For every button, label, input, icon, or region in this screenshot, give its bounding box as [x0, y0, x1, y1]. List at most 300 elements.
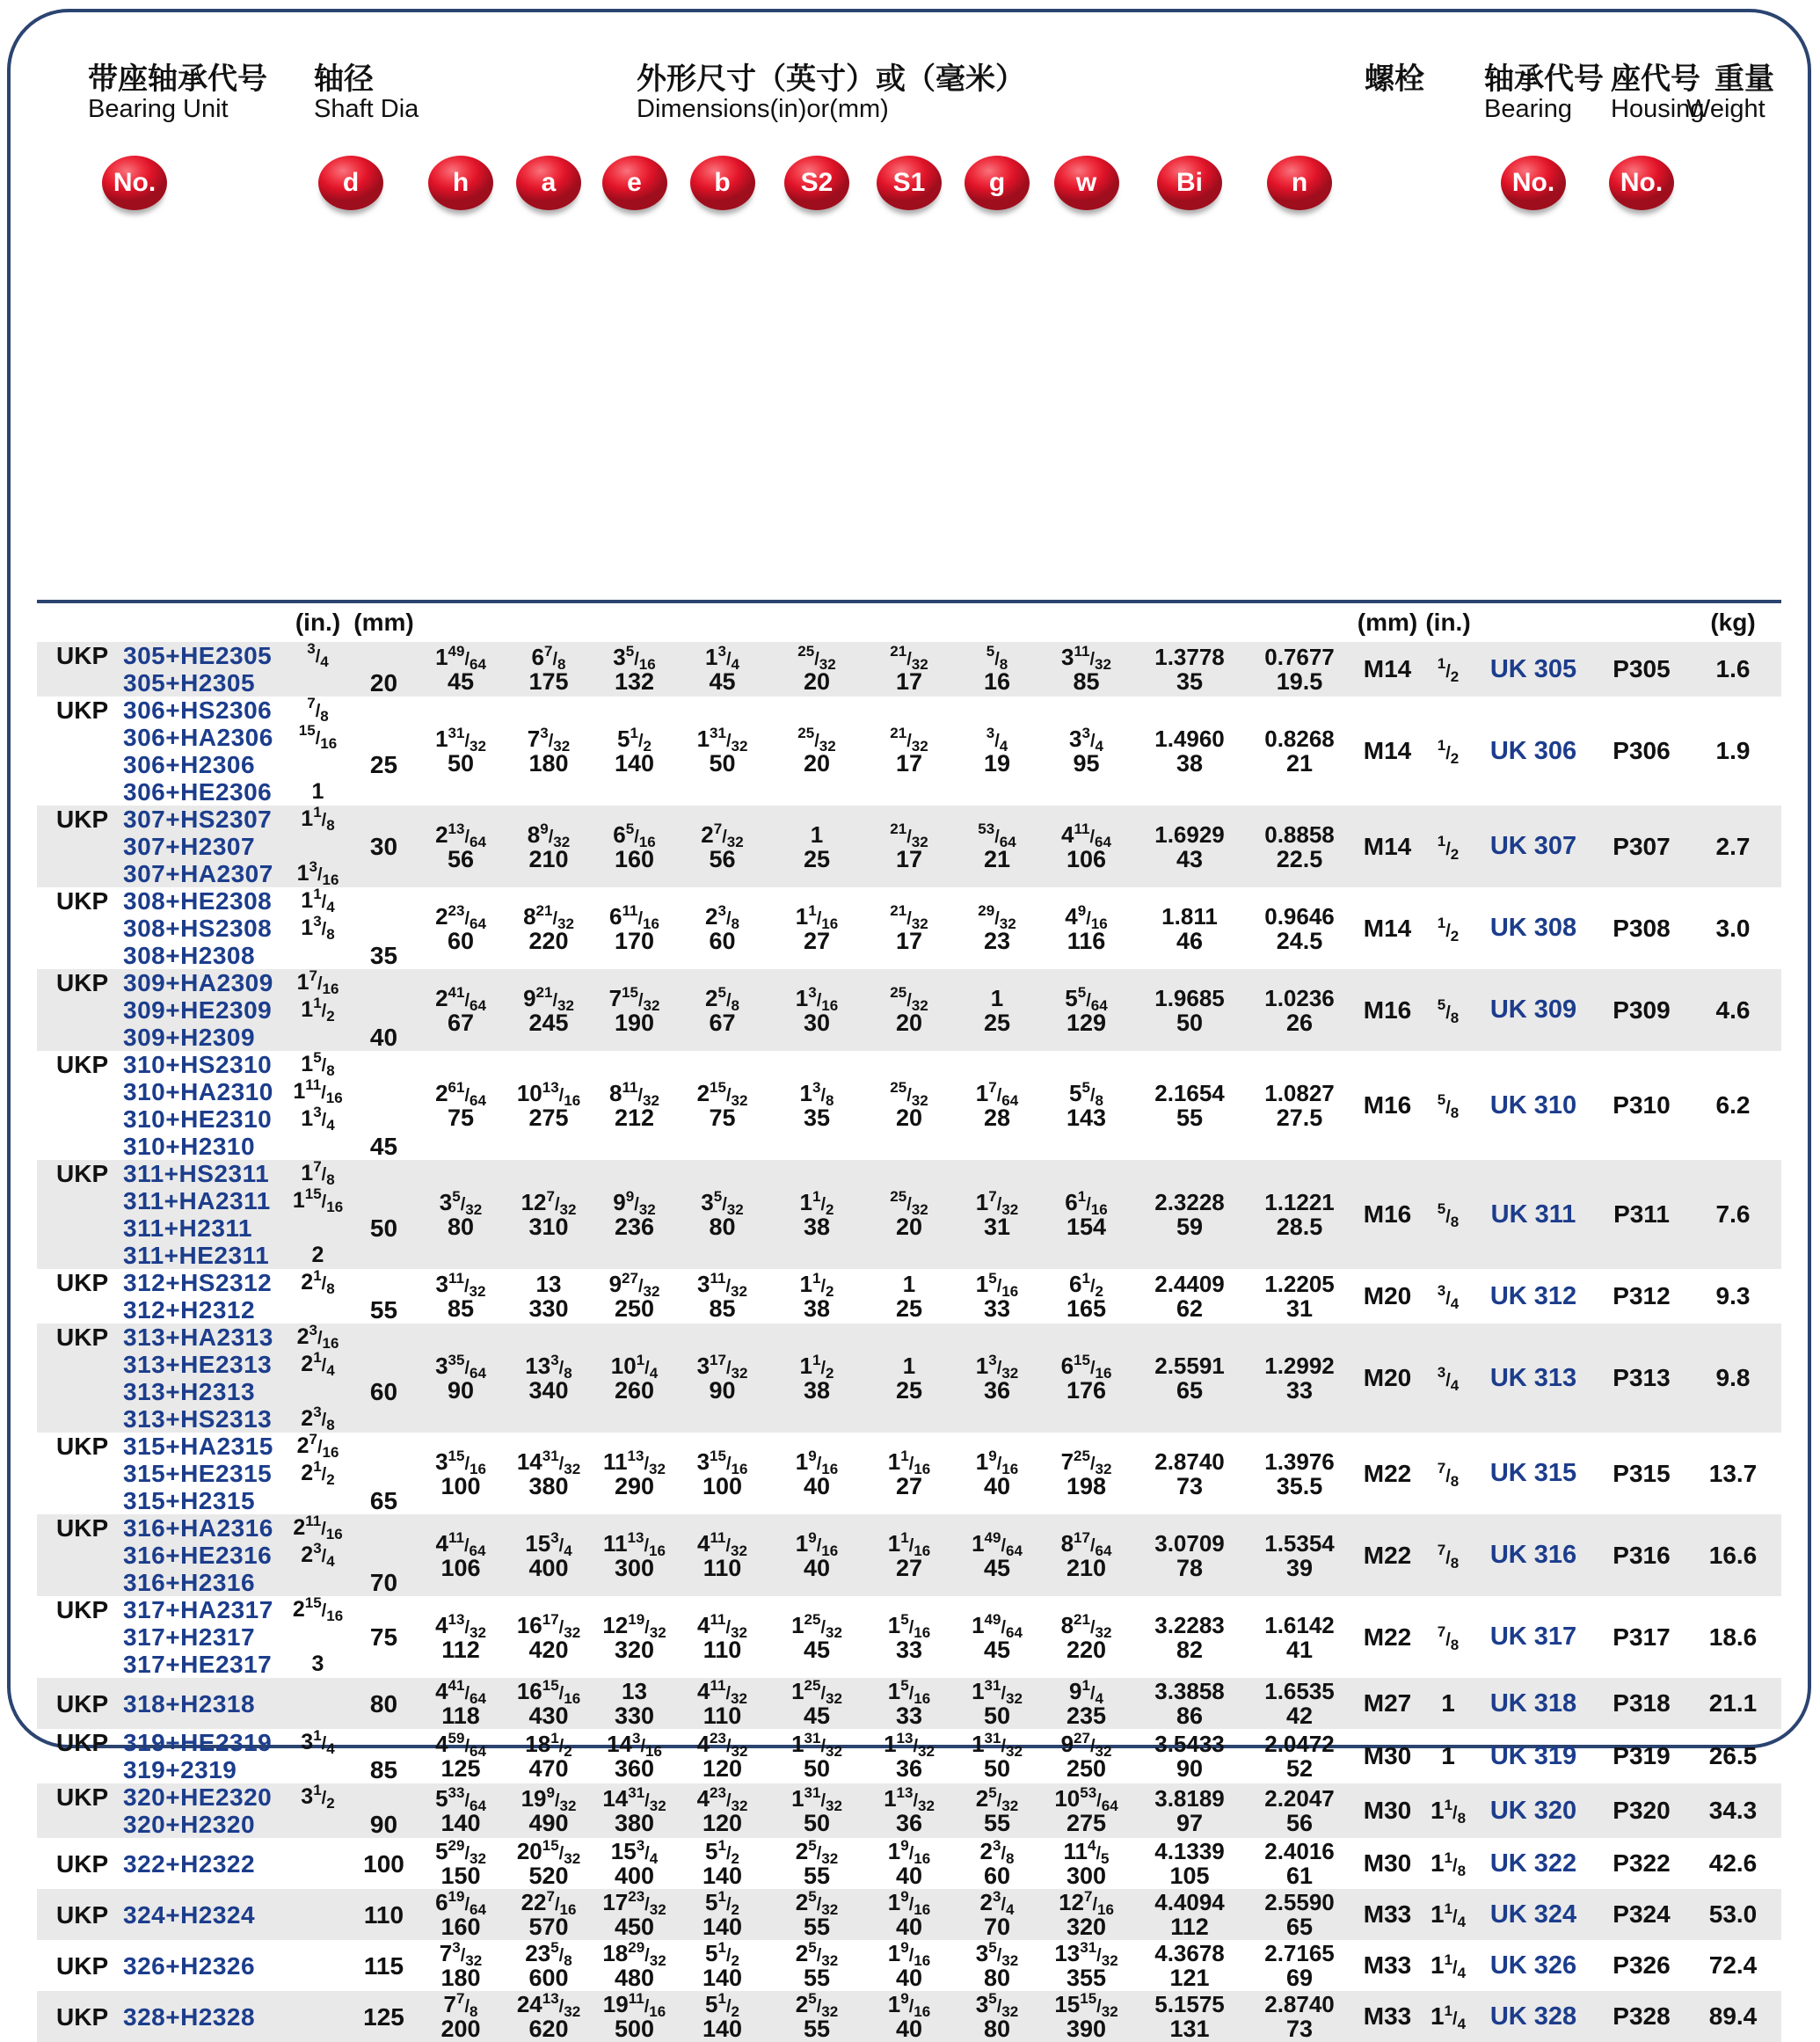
bearing-unit-cell: UKP 309+HA2309 309+HE2309 309+H2309	[56, 969, 273, 1051]
shaft-dia-in-cell: $1^7/_{16}$ $1^1/_2$	[296, 967, 339, 1025]
table-row	[37, 1729, 1781, 1783]
dim-n-cell: 1.6535 42	[1264, 1678, 1335, 1729]
dim-w-cell: $4^9/_{16}$ 116	[1065, 901, 1108, 954]
dim-n-cell: 0.8858 22.5	[1264, 820, 1335, 872]
bearing-unit-cell: UKP 328+H2328	[56, 2002, 256, 2031]
dim-n-cell: 1.5354 39	[1264, 1529, 1335, 1581]
dim-s1-cell: $1^1/_{16}$ 27	[887, 1447, 931, 1499]
dim-a-cell: $22^7/_{16}$ 570	[521, 1888, 577, 1940]
housing-no-cell: P313	[1613, 1364, 1671, 1391]
bearing-unit-code: 316+H2316	[123, 1569, 256, 1596]
dim-w-cell: $11^4/_5$ 300	[1063, 1837, 1110, 1889]
bearing-unit-cell: UKP 313+HA2313 313+HE2313 313+H2313 313+HS2313	[56, 1324, 273, 1433]
dim-w-cell: $10^{53}/_{64}$ 275	[1054, 1784, 1118, 1836]
bearing-unit-code: 310+HA2310	[123, 1078, 273, 1105]
bolt-mm-cell: M33	[1363, 1951, 1412, 1979]
bolt-mm-cell: M16	[1363, 995, 1412, 1024]
weight-cell: 42.6	[1708, 1849, 1758, 1877]
bearing-unit-code: 313+H2313	[123, 1378, 256, 1405]
subheader-weight-kg: (kg)	[1710, 609, 1756, 636]
bearing-unit-code: 307+H2307	[123, 833, 256, 860]
dim-s2-cell: $1^1/_2$ 38	[799, 1270, 834, 1322]
header-dimensions-en: Dimensions(in)or(mm)	[637, 95, 889, 123]
dim-h-cell: $3^{35}/_{64}$ 90	[435, 1352, 486, 1404]
badge-no-bearing: No.	[1501, 156, 1566, 210]
dim-g-cell: $1^3/_{32}$ 36	[975, 1352, 1019, 1404]
badge-no-unit: No.	[102, 156, 167, 210]
dim-s1-cell: $1^{13}/_{32}$ 36	[884, 1730, 935, 1782]
table-row	[37, 1838, 1781, 1889]
bolt-in-cell: $^5/_8$	[1437, 995, 1460, 1026]
dim-b-cell: $4^{23}/_{32}$ 120	[696, 1784, 748, 1836]
bearing-unit-code: 316+HA2316	[123, 1514, 273, 1542]
bolt-mm-cell: M14	[1363, 737, 1412, 764]
bearing-unit-code: 324+H2324	[123, 1900, 256, 1929]
bearing-unit-cell: UKP 326+H2326	[56, 1951, 256, 1980]
dim-g-cell: $^5/_8$ 16	[983, 643, 1011, 695]
header-dimensions-zh: 外形尺寸（英寸）或（毫米）	[637, 62, 1025, 96]
column-badge-row	[37, 151, 1781, 215]
dim-s2-cell: $1^1/_2$ 38	[799, 1188, 834, 1240]
bearing-no-cell: UK 305	[1489, 654, 1577, 683]
bearing-unit-code: 320+H2320	[123, 1811, 256, 1838]
dim-h-cell: $3^{15}/_{16}$ 100	[435, 1447, 486, 1499]
dim-g-cell: $2^3/_8$ 60	[979, 1837, 1015, 1889]
bearing-unit-code: 315+HE2315	[123, 1460, 273, 1487]
table-row	[37, 1889, 1781, 1940]
dim-a-cell: $15^3/_4$ 400	[525, 1528, 572, 1581]
shaft-dia-mm-cell: 45	[369, 1133, 398, 1160]
dim-w-cell: $15^{15}/_{32}$ 390	[1054, 1990, 1118, 2042]
dim-n-cell: 1.6142 41	[1264, 1611, 1335, 1663]
dim-b-cell: $3^5/_{32}$ 80	[701, 1188, 744, 1240]
badge-d: d	[318, 156, 383, 210]
table-body	[11, 642, 1808, 2042]
dim-a-cell: $16^{17}/_{32}$ 420	[516, 1610, 581, 1663]
dim-s1-cell: $^{25}/_{32}$ 20	[890, 983, 928, 1036]
housing-no-cell: P312	[1613, 1282, 1671, 1309]
dim-n-cell: 0.7677 19.5	[1264, 644, 1335, 695]
bearing-unit-code: 306+HE2306	[123, 778, 273, 806]
bearing-unit-code: 328+H2328	[123, 2002, 256, 2031]
dim-w-cell: $9^1/_4$ 235	[1066, 1677, 1107, 1729]
dim-b-cell: $3^{15}/_{16}$ 100	[696, 1447, 748, 1499]
dim-b-cell: $4^{11}/_{32}$ 110	[697, 1528, 747, 1581]
dim-s2-cell: $1^{31}/_{32}$ 50	[791, 1730, 842, 1782]
subheader-d-mm: (mm)	[353, 609, 414, 636]
shaft-dia-in-cell: $1^5/_8$ $1^{11}/_{16}$ $1^3/_4$	[293, 1049, 343, 1134]
dim-g-cell: $1^7/_{32}$ 31	[975, 1188, 1019, 1240]
bearing-unit-cell: UKP 311+HS2311 311+HA2311 311+H2311 311+HE2311	[56, 1160, 271, 1269]
bearing-unit-code: 313+HE2313	[123, 1351, 273, 1378]
bolt-in-cell: $^1/_2$	[1437, 832, 1460, 863]
bearing-unit-cell: UKP 305+HE2305 305+H2305	[56, 642, 273, 696]
bolt-mm-cell: M20	[1363, 1282, 1412, 1309]
shaft-dia-in-cell: $^7/_8$ $^{15}/_{16}$ 1	[298, 695, 338, 804]
dim-w-cell: $6^1/_{16}$ 154	[1065, 1188, 1108, 1240]
dim-s1-cell: $1^5/_{16}$ 33	[887, 1610, 931, 1663]
dim-s1-cell: $^{25}/_{32}$ 20	[890, 1188, 928, 1240]
shaft-dia-mm-cell: 100	[363, 1849, 404, 1878]
housing-no-cell: P319	[1613, 1742, 1671, 1769]
weight-cell: 7.6	[1715, 1200, 1751, 1228]
housing-no-cell: P317	[1613, 1623, 1671, 1651]
dim-s1-cell: $1^5/_{16}$ 33	[887, 1677, 931, 1729]
dim-h-cell: $4^{41}/_{64}$ 118	[435, 1677, 486, 1729]
table-row	[37, 642, 1781, 696]
dim-s1-cell: $1^9/_{16}$ 40	[887, 1990, 931, 2042]
bolt-mm-cell: M30	[1363, 1849, 1412, 1877]
dim-g-cell: $1^{49}/_{64}$ 45	[972, 1610, 1023, 1663]
badge-a: a	[516, 156, 581, 210]
bearing-unit-code: 308+H2308	[123, 942, 256, 969]
bearing-unit-code: 308+HE2308	[123, 887, 273, 915]
bolt-in-cell: $1^1/_8$	[1430, 1849, 1467, 1879]
shaft-dia-in-cell: $^3/_4$	[307, 640, 329, 670]
bearing-unit-code: 317+H2317	[123, 1623, 256, 1651]
table-row	[37, 969, 1781, 1051]
dim-w-cell: $7^{25}/_{32}$ 198	[1060, 1447, 1112, 1499]
bearing-unit-cell: UKP 310+HS2310 310+HA2310 310+HE2310 310+H2310	[56, 1051, 273, 1160]
dim-a-cell: $13^3/_8$ 340	[525, 1352, 572, 1404]
header-bearing-unit-en: Bearing Unit	[88, 95, 229, 123]
dim-a-cell: $23^5/_8$ 600	[525, 1939, 572, 1991]
bolt-mm-cell: M30	[1363, 1797, 1412, 1824]
header-shaft-dia-zh: 轴径	[314, 62, 374, 96]
bearing-no-cell: UK 319	[1489, 1741, 1577, 1770]
shaft-dia-mm-cell: 60	[369, 1378, 398, 1405]
bolt-mm-cell: M20	[1363, 1364, 1412, 1391]
shaft-dia-mm-cell: 125	[363, 2002, 404, 2031]
dim-e-cell: $19^{11}/_{16}$ 500	[602, 1990, 666, 2042]
dim-e-cell: $8^{11}/_{32}$ 212	[609, 1079, 659, 1131]
shaft-dia-mm-cell: 20	[369, 669, 398, 696]
dim-h-cell: $7^7/_8$ 200	[440, 1990, 481, 2042]
shaft-dia-mm-cell: 40	[369, 1024, 398, 1051]
bearing-unit-code: 322+H2322	[123, 1849, 256, 1878]
dim-s1-cell: $^{21}/_{32}$ 17	[890, 820, 928, 872]
table-row	[37, 1051, 1781, 1160]
bolt-in-cell: 1	[1441, 1689, 1455, 1717]
dim-n-cell: 1.1221 28.5	[1264, 1189, 1335, 1240]
table-row	[37, 1991, 1781, 2042]
shaft-dia-in-cell: $2^1/_8$	[301, 1267, 335, 1297]
shaft-dia-mm-cell: 115	[363, 1951, 404, 1980]
subheader-d-in: (in.)	[295, 609, 341, 636]
dim-g-cell: $3^5/_{32}$ 80	[975, 1990, 1019, 2042]
dim-b-cell: $4^{23}/_{32}$ 120	[696, 1730, 748, 1782]
dim-a-cell: $14^{31}/_{32}$ 380	[516, 1447, 581, 1499]
table-row	[37, 1160, 1781, 1269]
dim-g-cell: $1^{49}/_{64}$ 45	[972, 1528, 1023, 1581]
subheader-bolt-mm: (mm)	[1357, 609, 1418, 636]
shaft-dia-mm-cell: 85	[369, 1756, 398, 1783]
table-row	[37, 696, 1781, 806]
dim-bi-cell: 1.9685 50	[1154, 984, 1225, 1036]
dim-s1-cell: $1^9/_{16}$ 40	[887, 1939, 931, 1991]
dim-w-cell: $8^{21}/_{32}$ 220	[1060, 1610, 1112, 1663]
housing-no-cell: P311	[1613, 1200, 1670, 1228]
dim-h-cell: $4^{59}/_{64}$ 125	[435, 1730, 486, 1782]
badge-s1: S1	[877, 156, 942, 210]
dim-s2-cell: $1^3/_8$ 35	[799, 1079, 834, 1131]
dim-n-cell: 0.8268 21	[1264, 726, 1335, 777]
bearing-no-cell: UK 316	[1489, 1541, 1577, 1569]
badge-h: h	[428, 156, 493, 210]
bolt-in-cell: $^5/_8$	[1437, 1200, 1460, 1230]
dim-w-cell: $9^{27}/_{32}$ 250	[1060, 1730, 1112, 1782]
housing-no-cell: P320	[1613, 1797, 1671, 1824]
weight-cell: 89.4	[1708, 2002, 1758, 2030]
table-row	[37, 1433, 1781, 1514]
shaft-dia-mm-cell: 110	[363, 1900, 404, 1929]
bearing-unit-code: 313+HS2313	[123, 1405, 273, 1433]
dim-b-cell: $1^3/_4$ 45	[705, 643, 739, 695]
dim-e-cell: $17^{23}/_{32}$ 450	[602, 1888, 666, 1940]
bolt-in-cell: $^3/_4$	[1437, 1282, 1460, 1312]
dim-e-cell: $14^{31}/_{32}$ 380	[602, 1784, 666, 1836]
dim-g-cell: $2^5/_{32}$ 55	[975, 1784, 1019, 1836]
dim-s1-cell: $^{21}/_{32}$ 17	[890, 901, 928, 954]
dim-h-cell: $4^{13}/_{32}$ 112	[435, 1610, 486, 1663]
bolt-in-cell: $1^1/_8$	[1430, 1797, 1467, 1827]
dim-n-cell: 2.2047 56	[1264, 1785, 1335, 1836]
dim-s2-cell: $2^5/_{32}$ 55	[795, 1837, 839, 1889]
dim-h-cell: $6^{19}/_{64}$ 160	[435, 1888, 486, 1940]
bolt-mm-cell: M22	[1363, 1459, 1412, 1487]
bearing-no-cell: UK 307	[1489, 832, 1577, 860]
bolt-in-cell: $1^1/_4$	[1430, 1900, 1467, 1930]
dim-a-cell: $20^{15}/_{32}$ 520	[516, 1837, 581, 1889]
bearing-unit-code: 317+HA2317	[123, 1596, 273, 1623]
bearing-no-cell: UK 309	[1489, 995, 1577, 1024]
housing-no-cell: P308	[1613, 914, 1671, 942]
table-row	[37, 1269, 1781, 1324]
bolt-mm-cell: M33	[1363, 1900, 1412, 1928]
dim-n-cell: 2.5590 65	[1264, 1889, 1335, 1940]
dim-e-cell: $15^3/_4$ 400	[610, 1837, 659, 1889]
dim-e-cell: $6^{11}/_{16}$ 170	[609, 901, 659, 954]
dim-a-cell: $8^9/_{32}$ 210	[527, 820, 571, 872]
bearing-no-cell: UK 315	[1489, 1459, 1577, 1487]
bearing-unit-code: 318+H2318	[123, 1689, 256, 1717]
badge-bi: Bi	[1157, 156, 1222, 210]
weight-cell: 13.7	[1708, 1459, 1758, 1487]
bolt-in-cell: $^1/_2$	[1437, 737, 1460, 767]
bearing-unit-cell: UKP 318+H2318	[56, 1689, 256, 1717]
dim-a-cell: $7^3/_{32}$ 180	[527, 725, 571, 777]
bolt-in-cell: $1^1/_4$	[1430, 1951, 1467, 1981]
bolt-mm-cell: M16	[1363, 1091, 1412, 1119]
bearing-unit-code: 305+H2305	[123, 669, 256, 696]
bearing-no-cell: UK 326	[1489, 1951, 1577, 1980]
bearing-no-cell: UK 313	[1489, 1363, 1577, 1392]
dim-s1-cell: 1 25	[895, 1271, 923, 1322]
table-row	[37, 1940, 1781, 1991]
shaft-dia-mm-cell: 75	[369, 1623, 398, 1651]
spec-table-card	[7, 9, 1811, 2042]
dim-bi-cell: 2.1654 55	[1154, 1080, 1225, 1131]
table-row	[37, 1596, 1781, 1678]
bearing-no-cell: UK 306	[1489, 736, 1577, 765]
bearing-unit-cell: UKP 322+H2322	[56, 1849, 256, 1878]
housing-no-cell: P316	[1613, 1541, 1671, 1569]
bearing-no-cell: UK 324	[1489, 1900, 1577, 1929]
dim-h-cell: $2^{13}/_{64}$ 56	[435, 820, 486, 872]
dim-bi-cell: 1.6929 43	[1154, 820, 1225, 872]
shaft-dia-in-cell: $2^3/_{16}$ $2^1/_4$ $2^3/_8$	[296, 1322, 339, 1433]
dim-n-cell: 1.0236 26	[1264, 984, 1335, 1036]
dim-b-cell: $5^1/_2$ 140	[702, 1990, 743, 2042]
dim-b-cell: $4^{11}/_{32}$ 110	[697, 1677, 747, 1729]
dim-e-cell: $14^3/_{16}$ 360	[607, 1730, 662, 1782]
header-weight-zh: 重量	[1714, 62, 1774, 96]
dim-s2-cell: $1^1/_{16}$ 27	[795, 901, 839, 954]
dim-g-cell: 1 25	[983, 984, 1011, 1036]
bolt-in-cell: $^7/_8$	[1437, 1459, 1460, 1490]
dim-h-cell: $5^{29}/_{32}$ 150	[435, 1837, 486, 1889]
bearing-unit-cell: UKP 306+HS2306 306+HA2306 306+H2306 306+HE2306	[56, 696, 273, 806]
shaft-dia-in-cell: $3^1/_2$	[301, 1782, 335, 1812]
housing-no-cell: P324	[1613, 1900, 1671, 1928]
dim-e-cell: $9^9/_{32}$ 236	[613, 1188, 656, 1240]
bearing-no-cell: UK 320	[1489, 1796, 1577, 1825]
dim-bi-cell: 1.811 46	[1161, 902, 1218, 954]
shaft-dia-mm-cell: 55	[369, 1296, 398, 1324]
weight-cell: 18.6	[1708, 1623, 1758, 1651]
shaft-dia-in-cell: $1^1/_4$ $1^3/_8$	[301, 886, 335, 943]
dim-e-cell: $3^5/_{16}$ 132	[613, 643, 656, 695]
bearing-unit-code: 312+H2312	[123, 1296, 256, 1324]
dim-n-cell: 2.8740 73	[1264, 1991, 1335, 2042]
dim-n-cell: 2.0472 52	[1264, 1731, 1335, 1782]
badge-s2: S2	[784, 156, 849, 210]
bolt-in-cell: $^7/_8$	[1437, 1623, 1460, 1653]
housing-no-cell: P318	[1613, 1689, 1671, 1717]
dim-h-cell: $7^3/_{32}$ 180	[439, 1939, 483, 1991]
bearing-unit-code: 307+HA2307	[123, 860, 273, 887]
dim-s2-cell: $2^5/_{32}$ 55	[795, 1939, 839, 1991]
dim-b-cell: $2^3/_8$ 60	[705, 901, 739, 954]
dim-s2-cell: $1^9/_{16}$ 40	[795, 1528, 839, 1581]
bearing-unit-cell: UKP 320+HE2320 320+H2320	[56, 1783, 273, 1838]
bolt-mm-cell: M14	[1363, 655, 1412, 682]
bearing-unit-code: 306+HS2306	[123, 696, 273, 724]
dim-h-cell: $4^{11}/_{64}$ 106	[435, 1528, 486, 1581]
dim-h-cell: $2^{23}/_{64}$ 60	[435, 901, 486, 954]
bolt-mm-cell: M22	[1363, 1623, 1412, 1651]
shaft-dia-in-cell: $2^{11}/_{16}$ $2^3/_4$	[293, 1513, 343, 1570]
dim-n-cell: 2.4016 61	[1264, 1838, 1335, 1889]
dim-s2-cell: $1^3/_{16}$ 30	[795, 983, 839, 1036]
housing-no-cell: P306	[1613, 737, 1671, 764]
bearing-unit-code: 309+HE2309	[123, 996, 273, 1024]
bearing-unit-cell: UKP 315+HA2315 315+HE2315 315+H2315	[56, 1433, 273, 1514]
dim-bi-cell: 1.4960 38	[1154, 726, 1225, 777]
dim-s1-cell: $^{25}/_{32}$ 20	[890, 1079, 928, 1131]
bearing-unit-code: 311+HE2311	[123, 1242, 270, 1269]
housing-no-cell: P307	[1613, 832, 1671, 860]
housing-no-cell: P305	[1613, 655, 1671, 682]
dim-a-cell: $19^9/_{32}$ 490	[521, 1784, 577, 1836]
dim-s2-cell: $1^1/_2$ 38	[799, 1352, 834, 1404]
dim-n-cell: 1.2205 31	[1264, 1271, 1335, 1322]
shaft-dia-mm-cell: 50	[369, 1214, 398, 1242]
badge-n: n	[1267, 156, 1332, 210]
shaft-dia-in-cell: $1^1/_8$ $1^3/_{16}$	[296, 804, 339, 888]
dim-e-cell: $11^{13}/_{16}$ 300	[603, 1528, 666, 1581]
dim-n-cell: 1.3976 35.5	[1264, 1448, 1335, 1499]
bearing-unit-cell: UKP 316+HA2316 316+HE2316 316+H2316	[56, 1514, 273, 1596]
bearing-unit-code: 310+H2310	[123, 1133, 256, 1160]
dim-b-cell: $4^{11}/_{32}$ 110	[697, 1610, 747, 1663]
weight-cell: 34.3	[1708, 1797, 1758, 1824]
dim-bi-cell: 4.4094 112	[1154, 1889, 1225, 1940]
dim-n-cell: 1.0827 27.5	[1264, 1080, 1335, 1131]
weight-cell: 26.5	[1708, 1742, 1758, 1769]
bearing-unit-code: 306+H2306	[123, 751, 256, 778]
badge-b: b	[690, 156, 755, 210]
bearing-no-cell: UK 328	[1489, 2002, 1577, 2031]
dim-bi-cell: 4.1339 105	[1154, 1838, 1225, 1889]
bearing-no-cell: UK 311	[1490, 1200, 1576, 1229]
dim-e-cell: $18^{29}/_{32}$ 480	[602, 1939, 666, 1991]
dim-w-cell: $8^{17}/_{64}$ 210	[1060, 1528, 1112, 1581]
dim-g-cell: $^{53}/_{64}$ 21	[978, 820, 1016, 872]
housing-no-cell: P310	[1613, 1091, 1671, 1119]
table-row	[37, 1514, 1781, 1596]
bearing-unit-code: 319+HE2319	[123, 1729, 273, 1756]
badge-e: e	[602, 156, 667, 210]
housing-no-cell: P326	[1613, 1951, 1671, 1979]
dim-b-cell: $2^5/_8$ 67	[705, 983, 739, 1036]
dim-bi-cell: 2.4409 62	[1154, 1271, 1225, 1322]
dim-h-cell: $1^{31}/_{32}$ 50	[435, 725, 486, 777]
dim-bi-cell: 3.0709 78	[1154, 1529, 1225, 1581]
dim-n-cell: 2.7165 69	[1264, 1940, 1335, 1991]
bearing-unit-code: 309+HA2309	[123, 969, 273, 996]
subheader-bolt-in: (in.)	[1425, 609, 1471, 636]
dim-bi-cell: 3.3858 86	[1154, 1678, 1225, 1729]
dim-s1-cell: $1^1/_{16}$ 27	[887, 1528, 931, 1581]
bearing-unit-cell: UKP 324+H2324	[56, 1900, 256, 1929]
dim-bi-cell: 2.5591 65	[1154, 1353, 1225, 1404]
dim-g-cell: $2^3/_4$ 70	[979, 1888, 1015, 1940]
header-weight-en: Weight	[1686, 95, 1765, 123]
shaft-dia-mm-cell: 35	[369, 942, 398, 969]
bearing-unit-cell: UKP 317+HA2317 317+H2317 317+HE2317	[56, 1596, 273, 1678]
bearing-unit-code: 305+HE2305	[123, 642, 273, 669]
shaft-dia-mm-cell: 65	[369, 1487, 398, 1514]
dim-g-cell: $1^{31}/_{32}$ 50	[972, 1730, 1023, 1782]
dim-g-cell: $1^9/_{16}$ 40	[975, 1447, 1019, 1499]
dim-s1-cell: $1^{13}/_{32}$ 36	[884, 1784, 935, 1836]
dim-s2-cell: 1 25	[803, 820, 831, 872]
dim-s1-cell: $1^9/_{16}$ 40	[887, 1837, 931, 1889]
badge-no-housing: No.	[1609, 156, 1674, 210]
badge-w: w	[1054, 156, 1119, 210]
bolt-in-cell: $^1/_2$	[1437, 914, 1460, 944]
dim-g-cell: $^3/_4$ 19	[983, 725, 1011, 777]
dim-bi-cell: 3.8189 97	[1154, 1785, 1225, 1836]
dim-a-cell: $16^{15}/_{16}$ 430	[516, 1677, 581, 1729]
header-bearing-zh: 轴承代号	[1484, 62, 1604, 96]
dim-a-cell: $10^{13}/_{16}$ 275	[516, 1079, 581, 1131]
header-housing-en: Housing	[1611, 95, 1705, 123]
shaft-dia-in-cell: $2^{15}/_{16}$ 3	[292, 1594, 344, 1676]
weight-cell: 9.8	[1715, 1364, 1751, 1391]
dim-s2-cell: $2^5/_{32}$ 55	[795, 1888, 839, 1940]
